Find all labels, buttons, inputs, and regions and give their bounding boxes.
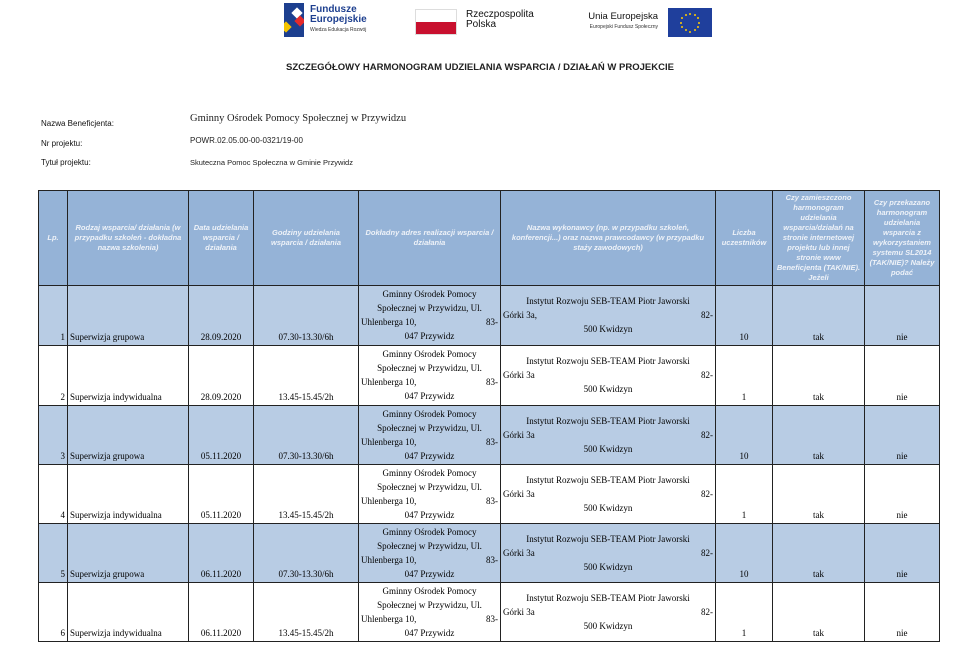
address-line: Społecznej w Przywidzu, Ul. (377, 541, 482, 551)
submitted-sl2014: nie (896, 628, 908, 638)
eu-star-icon (685, 29, 687, 31)
eu-star-icon (694, 29, 696, 31)
column-header (359, 191, 501, 286)
address-line: Społecznej w Przywidzu, Ul. (377, 482, 482, 492)
contractor-name: Instytut Rozwoju SEB-TEAM Piotr Jaworski (526, 296, 690, 306)
contractor-name: Instytut Rozwoju SEB-TEAM Piotr Jaworski (526, 356, 690, 366)
support-hours: 13.45-15.45/2h (278, 510, 334, 520)
address-line: Gminny Ośrodek Pomocy (382, 527, 477, 537)
contractor-city: 500 Kwidzyn (583, 324, 633, 334)
contractor-name: Instytut Rozwoju SEB-TEAM Piotr Jaworski (526, 415, 690, 426)
submitted-sl2014: nie (896, 332, 908, 342)
participants-count: 10 (739, 569, 749, 579)
eu-subtitle: Europejski Fundusz Społeczny (589, 24, 658, 30)
eu-star-icon (697, 17, 699, 19)
schedule-table (38, 190, 940, 642)
submitted-sl2014: nie (896, 569, 908, 579)
address-line: 83- (486, 614, 498, 624)
row-number: 5 (60, 569, 65, 579)
address-line: Społecznej w Przywidzu, Ul. (377, 423, 482, 433)
address-line: Uhlenberga 10, (361, 555, 417, 565)
participants-count: 1 (741, 628, 747, 638)
nr-projektu-label: Nr projektu: (41, 139, 83, 148)
contractor-city: 500 Kwidzyn (583, 620, 633, 631)
nr-projektu-value: POWR.02.05.00-00-0321/19-00 (190, 136, 303, 145)
support-hours: 13.45-15.45/2h (278, 392, 334, 402)
published-on-website: tak (813, 451, 824, 461)
tytul-projektu-value: Skuteczna Pomoc Społeczna w Gminie Przywidz (190, 158, 353, 167)
address-line: Społecznej w Przywidzu, Ul. (377, 303, 482, 313)
address-line: 83- (486, 555, 498, 565)
address-cell (359, 583, 501, 642)
row-number: 3 (60, 451, 65, 461)
address-line: Gminny Ośrodek Pomocy (382, 409, 477, 419)
support-date: 06.11.2020 (200, 628, 242, 638)
column-header-label: Data udzielania wsparcia / działania (193, 223, 249, 252)
support-date: 06.11.2020 (200, 569, 242, 579)
contractor-city: 500 Kwidzyn (583, 443, 633, 454)
address-line: 83- (486, 377, 498, 387)
address-line: Uhlenberga 10, (361, 496, 417, 506)
column-header (189, 191, 254, 286)
column-header-label: Czy zamieszczono harmonogram udzielania wsparcia/działań na stronie internetowej projektu lub innej stronie www Beneficjenta (TAK/NIE). Jeżeli (776, 193, 861, 282)
row-number: 1 (60, 332, 65, 342)
address-line: Gminny Ośrodek Pomocy (382, 289, 477, 299)
row-number: 6 (60, 628, 65, 638)
contractor-cell (501, 286, 716, 346)
column-header (254, 191, 359, 286)
column-header-label: Liczba uczestników (721, 228, 767, 247)
address-line: 83- (486, 496, 498, 506)
participants-count: 10 (739, 332, 749, 342)
address-line: Społecznej w Przywidzu, Ul. (377, 600, 482, 610)
contractor-address: Górki 3a (503, 547, 535, 558)
polish-flag-icon (415, 9, 457, 35)
table-row (39, 524, 940, 583)
fe-subtitle: Wiedza Edukacja Rozwój (310, 27, 367, 33)
address-line: 83- (486, 437, 498, 447)
address-line: Gminny Ośrodek Pomocy (382, 468, 477, 478)
address-line: 047 Przywidz (404, 331, 455, 341)
participants-count: 10 (739, 451, 749, 461)
eu-star-icon (694, 14, 696, 16)
support-date: 28.09.2020 (200, 332, 242, 342)
row-number: 2 (60, 392, 65, 402)
table-row (39, 346, 940, 406)
eu-star-icon (681, 26, 683, 28)
address-line: Uhlenberga 10, (361, 614, 417, 624)
published-on-website: tak (813, 569, 824, 579)
address-line: 047 Przywidz (404, 628, 455, 638)
column-header-label: Dokładny adres realizacji wsparcia / działania (365, 228, 494, 247)
contractor-name: Instytut Rozwoju SEB-TEAM Piotr Jaworski (526, 474, 690, 485)
support-date: 05.11.2020 (200, 451, 242, 461)
eu-star-icon (697, 26, 699, 28)
contractor-address: Górki 3a, (503, 310, 537, 320)
address-line: 047 Przywidz (404, 510, 455, 520)
fe-line1: Fundusze (310, 4, 357, 15)
contractor-address: Górki 3a (503, 488, 535, 499)
submitted-sl2014: nie (896, 451, 908, 461)
address-line: Uhlenberga 10, (361, 437, 417, 447)
column-header-label: Nazwa wykonawcy (np. w przypadku szkoleń, konferencji...) oraz nazwa prawcodawcy (w przypadku staży zawodowych) (511, 223, 705, 252)
column-header-label: Czy przekazano harmonogram udzielania wsparcia z wykorzystaniem systemu SL2014 (TAK/NIE)? Należy podać (869, 198, 935, 277)
eu-star-icon (698, 22, 700, 24)
column-header-label: Godziny udzielania wsparcia / działania (270, 228, 342, 247)
column-header-label: Lp. (47, 233, 59, 242)
eu-title: Unia Europejska (588, 11, 658, 22)
contractor-address: 82- (701, 606, 713, 617)
eu-star-icon (689, 31, 691, 33)
submitted-sl2014: nie (896, 392, 908, 402)
eu-star-icon (685, 14, 687, 16)
contractor-cell (501, 465, 716, 524)
table-row (39, 583, 940, 642)
contractor-cell (501, 583, 716, 642)
address-line: Uhlenberga 10, (361, 377, 417, 387)
contractor-cell (501, 524, 716, 583)
column-header-label: Rodzaj wsparcia/ działania (w przypadku szkoleń - dokładna nazwa szkolenia) (74, 223, 182, 252)
contractor-city: 500 Kwidzyn (583, 384, 633, 394)
submitted-sl2014: nie (896, 510, 908, 520)
contractor-city: 500 Kwidzyn (583, 561, 633, 572)
contractor-address: Górki 3a (503, 429, 535, 440)
column-header (39, 191, 68, 286)
support-hours: 13.45-15.45/2h (278, 628, 334, 638)
address-line: 047 Przywidz (404, 451, 455, 461)
address-cell (359, 346, 501, 406)
address-line: Uhlenberga 10, (361, 317, 417, 327)
column-header (716, 191, 773, 286)
address-cell (359, 465, 501, 524)
contractor-address: 82- (701, 310, 713, 320)
fe-star-icon (284, 3, 304, 37)
contractor-city: 500 Kwidzyn (583, 502, 633, 513)
support-type: Superwizja grupowa (70, 332, 145, 342)
logo-bar (282, 2, 712, 38)
document-title: SZCZEGÓŁOWY HARMONOGRAM UDZIELANIA WSPARCIA / DZIAŁAŃ W PROJEKCIE (286, 62, 674, 73)
address-line: 047 Przywidz (404, 569, 455, 579)
beneficjent-value: Gminny Ośrodek Pomocy Społecznej w Przywidzu (190, 113, 407, 124)
published-on-website: tak (813, 332, 824, 342)
pl-line2: Polska (466, 19, 497, 30)
published-on-website: tak (813, 392, 824, 402)
support-hours: 07.30-13.30/6h (278, 332, 334, 342)
address-line: Gminny Ośrodek Pomocy (382, 586, 477, 596)
contractor-address: 82- (701, 429, 713, 440)
published-on-website: tak (813, 628, 824, 638)
address-line: Społecznej w Przywidzu, Ul. (377, 363, 482, 373)
contractor-cell (501, 346, 716, 406)
contractor-address: 82- (701, 370, 713, 380)
eu-flag-icon (668, 8, 712, 37)
eu-star-icon (680, 22, 682, 24)
column-header (773, 191, 865, 286)
eu-star-icon (689, 13, 691, 15)
contractor-address: Górki 3a (503, 606, 535, 617)
column-header (865, 191, 940, 286)
contractor-name: Instytut Rozwoju SEB-TEAM Piotr Jaworski (526, 533, 690, 544)
support-hours: 07.30-13.30/6h (278, 569, 334, 579)
eu-star-icon (681, 17, 683, 19)
contractor-address: Górki 3a (503, 370, 535, 380)
support-type: Superwizja indywidualna (70, 392, 162, 402)
contractor-cell (501, 406, 716, 465)
published-on-website: tak (813, 510, 824, 520)
support-type: Superwizja grupowa (70, 569, 145, 579)
pl-line1: Rzeczpospolita (466, 9, 534, 20)
table-row (39, 406, 940, 465)
support-date: 28.09.2020 (200, 392, 242, 402)
support-type: Superwizja indywidualna (70, 510, 162, 520)
address-cell (359, 406, 501, 465)
contractor-name: Instytut Rozwoju SEB-TEAM Piotr Jaworski (526, 592, 690, 603)
column-header (501, 191, 716, 286)
support-date: 05.11.2020 (200, 510, 242, 520)
address-line: Gminny Ośrodek Pomocy (382, 349, 477, 359)
table-row (39, 286, 940, 346)
row-number: 4 (60, 510, 65, 520)
support-type: Superwizja indywidualna (70, 628, 162, 638)
contractor-address: 82- (701, 547, 713, 558)
address-line: 83- (486, 317, 498, 327)
address-cell (359, 286, 501, 346)
support-hours: 07.30-13.30/6h (278, 451, 334, 461)
participants-count: 1 (741, 392, 747, 402)
table-row (39, 465, 940, 524)
contractor-address: 82- (701, 488, 713, 499)
support-type: Superwizja grupowa (70, 451, 145, 461)
address-cell (359, 524, 501, 583)
address-line: 047 Przywidz (404, 391, 455, 401)
tytul-projektu-label: Tytuł projektu: (41, 158, 91, 167)
beneficjent-label: Nazwa Beneficjenta: (41, 119, 114, 128)
fundusze-europejskie-logo (282, 2, 392, 38)
fe-line2: Europejskie (310, 14, 367, 25)
participants-count: 1 (741, 510, 747, 520)
column-header (68, 191, 189, 286)
